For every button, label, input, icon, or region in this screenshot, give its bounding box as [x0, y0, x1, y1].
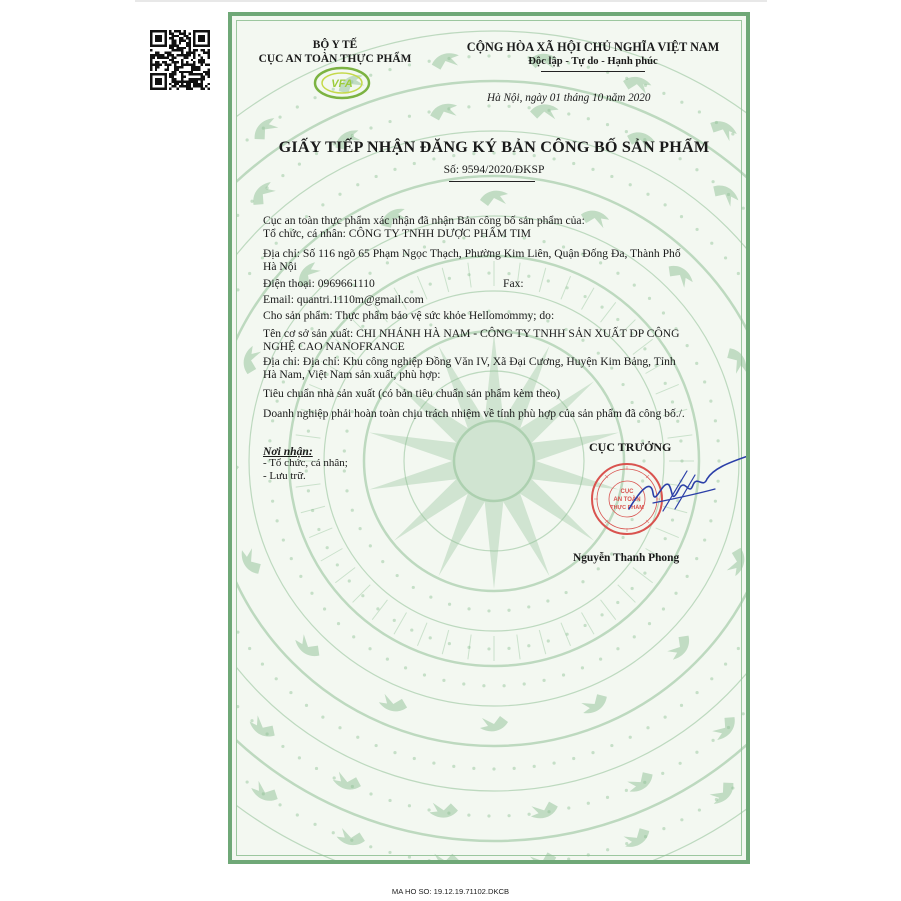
- document-title: GIẤY TIẾP NHẬN ĐĂNG KÝ BẢN CÔNG BỐ SẢN PHẨM: [278, 138, 710, 156]
- svg-text:THỰC PHẨM: THỰC PHẨM: [610, 505, 644, 511]
- head-title: CỤC TRƯỞNG: [589, 440, 672, 454]
- recipient-item: - Tổ chức, cá nhân;: [263, 457, 348, 469]
- body-line-address: Địa chỉ: Số 116 ngõ 65 Phạm Ngọc Thạch, Phường Kim Liên, Quận Đống Đa, Thành Phố: [263, 247, 681, 260]
- republic-name: CỘNG HÒA XÃ HỘI CHỦ NGHĨA VIỆT NAM: [466, 40, 720, 54]
- body-line-phone: Điện thoại: 0969661110: [263, 277, 375, 290]
- certificate-document: [228, 12, 750, 864]
- signer-name: Nguyễn Thanh Phong: [573, 552, 680, 564]
- recipient-item: - Lưu trữ.: [263, 470, 306, 482]
- issue-date: Hà Nội, ngày 01 tháng 10 năm 2020: [487, 92, 651, 104]
- recipients-title: Nơi nhận:: [263, 445, 313, 458]
- agency-name: CỤC AN TOÀN THỰC PHẨM: [258, 53, 412, 65]
- body-line-manufacturer: Tên cơ sở sản xuất: CHI NHÁNH HÀ NAM - CÔNG TY TNHH SẢN XUẤT DP CÔNG: [263, 327, 680, 340]
- body-line-product: Cho sản phẩm: Thực phẩm bảo vệ sức khỏe Hellomommy; do:: [263, 309, 555, 322]
- number-underline: [449, 181, 535, 182]
- top-divider: [135, 0, 767, 2]
- body-line-organization: Tổ chức, cá nhân: CÔNG TY TNHH DƯỢC PHẨM TIM: [263, 227, 531, 240]
- vfa-logo: [311, 65, 373, 101]
- fax-label: Fax:: [503, 277, 524, 290]
- document-number: Số: 9594/2020/ĐKSP: [443, 163, 545, 176]
- svg-text:CỤC: CỤC: [620, 489, 634, 495]
- motto-underline: [541, 71, 645, 72]
- body-line-manufacturer-cont: NGHỆ CAO NANOFRANCE: [263, 340, 405, 353]
- svg-text:AN TOÀN: AN TOÀN: [613, 497, 641, 503]
- handwritten-signature: [620, 449, 750, 529]
- ministry-name: BỘ Y TẾ: [312, 39, 358, 51]
- body-line: Cục an toàn thực phẩm xác nhận đã nhận Bản công bố sản phẩm của:: [263, 214, 585, 227]
- body-line-standard: Tiêu chuẩn nhà sản xuất (có bản tiêu chuẩn sản phẩm kèm theo): [263, 387, 561, 400]
- body-line-factory-address: Địa chỉ: Địa chỉ: Khu công nghiệp Đồng Văn IV, Xã Đại Cương, Huyện Kim Bảng, Tỉnh: [263, 355, 676, 368]
- svg-text:VFA: VFA: [331, 78, 353, 90]
- record-code: MA HO SO: 19.12.19.71102.DKCB: [391, 887, 510, 896]
- body-line-factory-address-cont: Hà Nam, Việt Nam sản xuất, phù hợp:: [263, 368, 441, 381]
- body-line-responsibility: Doanh nghiệp phải hoàn toàn chịu trách nhiệm về tính phù hợp của sản phẩm đã công bố./.: [263, 407, 685, 420]
- body-line-address-cont: Hà Nội: [263, 260, 297, 273]
- body-line-email: Email: quantri.1110m@gmail.com: [263, 293, 424, 306]
- qr-code: [150, 30, 210, 90]
- national-motto: Độc lập - Tự do - Hạnh phúc: [528, 56, 658, 67]
- certificate-inner-border: [236, 20, 742, 856]
